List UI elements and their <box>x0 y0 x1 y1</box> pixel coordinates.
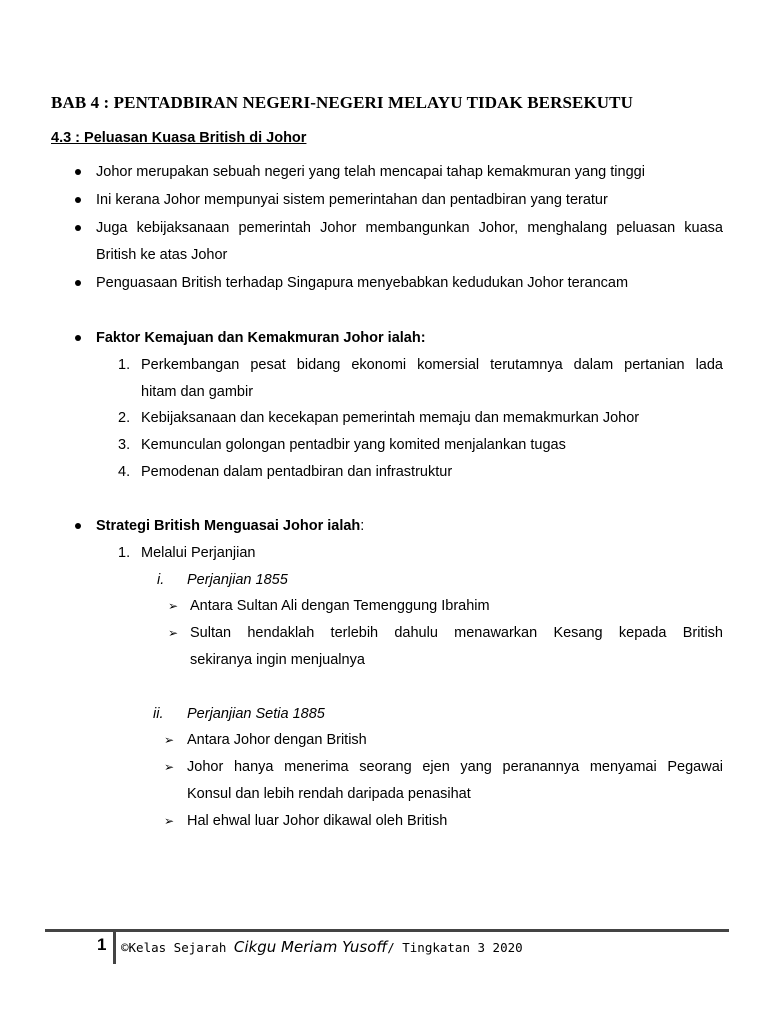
bullet-dot <box>75 523 81 529</box>
list-number: 1. <box>118 545 131 561</box>
roman-numeral: i. <box>157 572 165 588</box>
list-number: 1. <box>118 357 131 373</box>
list-item: Kebijaksanaan dan kecekapan pemerintah memaju dan memakmurkan Johor <box>141 410 640 426</box>
sub-heading: Perjanjian Setia 1885 <box>187 706 325 722</box>
strategi-heading <box>96 517 364 535</box>
faktor-heading: Faktor Kemajuan dan Kemakmuran Johor ialah: <box>96 330 426 346</box>
bullet-dot <box>75 225 81 231</box>
list-item: Antara Johor dengan British <box>187 732 367 748</box>
list-item-continuation: hitam dan gambir <box>141 384 254 400</box>
bullet-dot <box>75 169 81 175</box>
footer-prefix: ©Kelas Sejarah <box>121 940 234 955</box>
list-item: Hal ehwal luar Johor dikawal oleh British <box>187 813 448 829</box>
list-item: Perkembangan pesat bidang ekonomi komersial terutamnya dalam pertanian lada <box>141 357 723 373</box>
arrow-bullet-icon: ➢ <box>164 733 175 747</box>
list-number: 3. <box>118 437 131 453</box>
list-number: 4. <box>118 464 131 480</box>
list-item: Juga kebijaksanaan pemerintah Johor membangunkan Johor, menghalang peluasan kuasa <box>96 220 723 236</box>
list-item-continuation: British ke atas Johor <box>96 247 228 263</box>
list-item-continuation: sekiranya ingin menjualnya <box>190 652 365 668</box>
footer-vertical-divider <box>113 930 116 964</box>
list-number: 2. <box>118 410 131 426</box>
arrow-bullet-icon: ➢ <box>168 599 179 613</box>
footer-suffix: / Tingkatan 3 2020 <box>387 940 523 955</box>
arrow-bullet-icon: ➢ <box>164 814 175 828</box>
bullet-dot <box>75 197 81 203</box>
footer-author: Cikgu Meriam Yusoff <box>233 938 388 956</box>
bullet-dot <box>75 280 81 286</box>
page-number: 1 <box>97 935 107 954</box>
list-item: Penguasaan British terhadap Singapura menyebabkan kedudukan Johor terancam <box>96 275 629 291</box>
sub-heading: Perjanjian 1855 <box>187 572 288 588</box>
arrow-bullet-icon: ➢ <box>164 760 175 774</box>
list-item: Johor hanya menerima seorang ejen yang peranannya menyamai Pegawai <box>187 759 723 775</box>
footer-credit <box>121 938 523 956</box>
list-item: Sultan hendaklah terlebih dahulu menawarkan Kesang kepada British <box>190 625 723 641</box>
strategi-heading-colon: : <box>360 518 365 534</box>
footer-divider <box>45 929 729 932</box>
list-item: Ini kerana Johor mempunyai sistem pemerintahan dan pentadbiran yang teratur <box>96 192 608 208</box>
roman-numeral: ii. <box>153 706 164 722</box>
document-title: BAB 4 : PENTADBIRAN NEGERI-NEGERI MELAYU TIDAK BERSEKUTU <box>51 93 633 112</box>
list-item: Melalui Perjanjian <box>141 545 256 561</box>
list-item-continuation: Konsul dan lebih rendah daripada penasihat <box>187 786 471 802</box>
list-item: Antara Sultan Ali dengan Temenggung Ibrahim <box>190 598 490 614</box>
strategi-heading-text: Strategi British Menguasai Johor ialah <box>96 518 361 534</box>
bullet-dot <box>75 335 81 341</box>
section-subtitle: 4.3 : Peluasan Kuasa British di Johor <box>51 130 307 146</box>
arrow-bullet-icon: ➢ <box>168 626 179 640</box>
list-item: Pemodenan dalam pentadbiran dan infrastruktur <box>141 464 453 480</box>
list-item: Johor merupakan sebuah negeri yang telah mencapai tahap kemakmuran yang tinggi <box>96 164 645 180</box>
list-item: Kemunculan golongan pentadbir yang komited menjalankan tugas <box>141 437 566 453</box>
